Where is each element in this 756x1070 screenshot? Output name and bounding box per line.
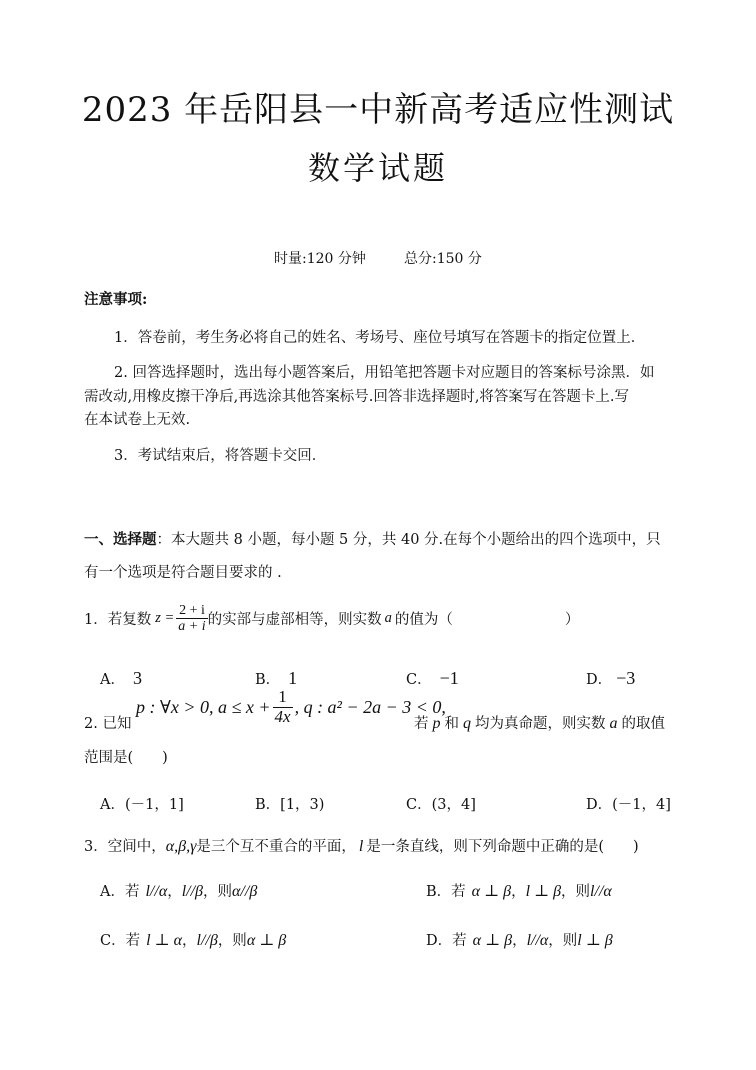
- option-value: (－1，1]: [124, 797, 184, 813]
- q2-var-q: q: [463, 715, 471, 732]
- option-result: α ⊥ β: [246, 932, 287, 949]
- option-then: ，则: [548, 933, 578, 949]
- question-3-number: 3．空间中，: [84, 839, 166, 855]
- option-value: −1: [439, 668, 459, 688]
- exam-duration: 时量:120 分钟: [274, 251, 366, 267]
- option-result: l//α: [590, 883, 612, 900]
- option-then: ，则: [561, 884, 591, 900]
- option-condition-1: α ⊥ β: [472, 932, 513, 949]
- option-condition-2: l ⊥ β: [525, 883, 562, 900]
- question-1-option-a[interactable]: [100, 668, 142, 689]
- q2-text-3: 的取值: [621, 716, 665, 732]
- option-label: B．: [255, 672, 281, 688]
- question-2-option-a[interactable]: [100, 793, 184, 814]
- section-1-intro-text: ：本大题共 8 小题，每小题 5 分，共 40 分.在每个小题给出的四个选项中，只: [156, 532, 661, 548]
- question-1-fraction: [176, 603, 207, 635]
- option-condition-2: l//β: [196, 932, 218, 949]
- option-condition-1: l//α: [145, 883, 168, 900]
- option-value: (3，4]: [431, 797, 476, 813]
- question-1-number: 1．若复数: [84, 612, 152, 629]
- option-sep: ，: [167, 884, 182, 900]
- option-condition-1: l ⊥ α: [146, 932, 182, 949]
- question-1-fraction-denominator: a + i: [178, 619, 206, 635]
- question-1-option-c[interactable]: [406, 668, 459, 689]
- question-2-number: 2. 已知: [84, 716, 132, 732]
- question-2-p-part: p : ∀x > 0, a ≤ x +: [136, 696, 271, 717]
- question-2-fraction-denominator: 4x: [274, 706, 291, 726]
- q2-and: 和: [444, 716, 459, 732]
- q2-text-1: 若: [414, 716, 429, 732]
- option-label: D．若: [426, 933, 467, 949]
- note-3: 3．考试结束后，将答题卡交回．: [114, 448, 327, 464]
- option-then: ，则: [203, 884, 233, 900]
- question-3-option-c[interactable]: [100, 929, 286, 950]
- option-label: A．: [100, 672, 125, 688]
- question-3-var-l: l: [358, 838, 364, 855]
- note-2-line-2: 需改动,用橡皮擦干净后,再选涂其他答案标号.回答非选择题时,将答案写在答题卡上.写: [84, 389, 630, 405]
- option-value: (－1，4]: [612, 797, 671, 813]
- option-label: D．: [586, 672, 613, 688]
- section-1-heading: 一、选择题: [84, 531, 157, 548]
- question-3-option-b[interactable]: [426, 880, 612, 901]
- option-value: −3: [616, 668, 636, 688]
- question-2-option-c[interactable]: [406, 793, 476, 814]
- note-1: 1．答卷前，考生务必将自己的姓名、考场号、座位号填写在答题卡的指定位置上．: [114, 330, 646, 346]
- option-label: D．: [586, 797, 613, 813]
- question-3-option-d[interactable]: [426, 929, 613, 950]
- question-1-option-b[interactable]: [255, 668, 297, 689]
- question-2-option-b[interactable]: [255, 793, 324, 814]
- question-3-text-1: 是三个互不重合的平面，: [196, 839, 356, 855]
- question-1-fraction-numerator: 2 + i: [176, 603, 207, 619]
- question-2-line-2: 范围是( ): [84, 750, 168, 766]
- question-1-option-d[interactable]: [586, 668, 635, 689]
- notes-heading: 注意事项:: [84, 291, 148, 308]
- exam-title: 2023 年岳阳县一中新高考适应性测试: [81, 90, 675, 130]
- option-condition-2: l//β: [181, 883, 204, 900]
- option-label: B．若: [426, 884, 466, 900]
- option-sep: ，: [511, 884, 526, 900]
- option-label: A．若: [100, 884, 140, 900]
- note-2-line-3: 在本试卷上无效.: [84, 412, 191, 428]
- question-1-text: 的实部与虚部相等，则实数: [207, 612, 382, 629]
- option-then: ，则: [217, 933, 247, 949]
- exam-subtitle: 数学试题: [307, 149, 448, 187]
- exam-total-score: 总分:150 分: [404, 251, 482, 267]
- option-condition-2: l//α: [526, 932, 549, 949]
- question-2-q-part: , q : a² − 2a − 3 < 0,: [294, 696, 446, 717]
- question-2-fraction: [273, 688, 293, 726]
- question-3-option-a[interactable]: [100, 880, 257, 901]
- question-1-close-paren: ）: [564, 612, 580, 629]
- option-result: α//β: [232, 883, 258, 900]
- q2-var-p: p: [432, 715, 441, 732]
- option-label: C．若: [100, 933, 141, 949]
- question-3: [84, 835, 639, 856]
- option-label: C．: [406, 672, 432, 688]
- option-value: 3: [132, 668, 142, 688]
- section-1-intro-line-2: 有一个选项是符合题目要求的 .: [84, 565, 282, 581]
- question-1-var-a: a: [384, 610, 392, 627]
- option-value: 1: [288, 668, 298, 688]
- q2-var-a: a: [609, 715, 618, 732]
- option-sep: ，: [512, 933, 527, 949]
- option-label: C．: [406, 797, 432, 813]
- option-condition-1: α ⊥ β: [471, 883, 512, 900]
- question-2-text: [414, 712, 665, 733]
- option-result: l ⊥ β: [577, 932, 613, 949]
- q2-text-2: 均为真命题，则实数: [475, 716, 606, 732]
- note-2-line-1: 2. 回答选择题时，选出每小题答案后，用铅笔把答题卡对应题目的答案标号涂黑．如: [114, 365, 655, 381]
- question-3-text-2: 是一条直线，则下列命题中正确的是( ): [366, 839, 639, 855]
- option-value: [1，3): [280, 797, 325, 813]
- question-1-text-2: 的值为（: [394, 612, 453, 629]
- question-2-option-d[interactable]: [586, 793, 671, 814]
- question-1-z-eq: z =: [155, 610, 175, 627]
- question-2-formula: [136, 688, 446, 726]
- question-2-fraction-numerator: 1: [273, 688, 293, 708]
- question-3-greek: α,β,γ: [165, 838, 197, 855]
- question-1: [84, 603, 579, 635]
- option-label: B．: [255, 797, 281, 813]
- section-1-intro-line-1: [84, 528, 661, 549]
- option-sep: ，: [182, 933, 197, 949]
- option-label: A．: [100, 797, 125, 813]
